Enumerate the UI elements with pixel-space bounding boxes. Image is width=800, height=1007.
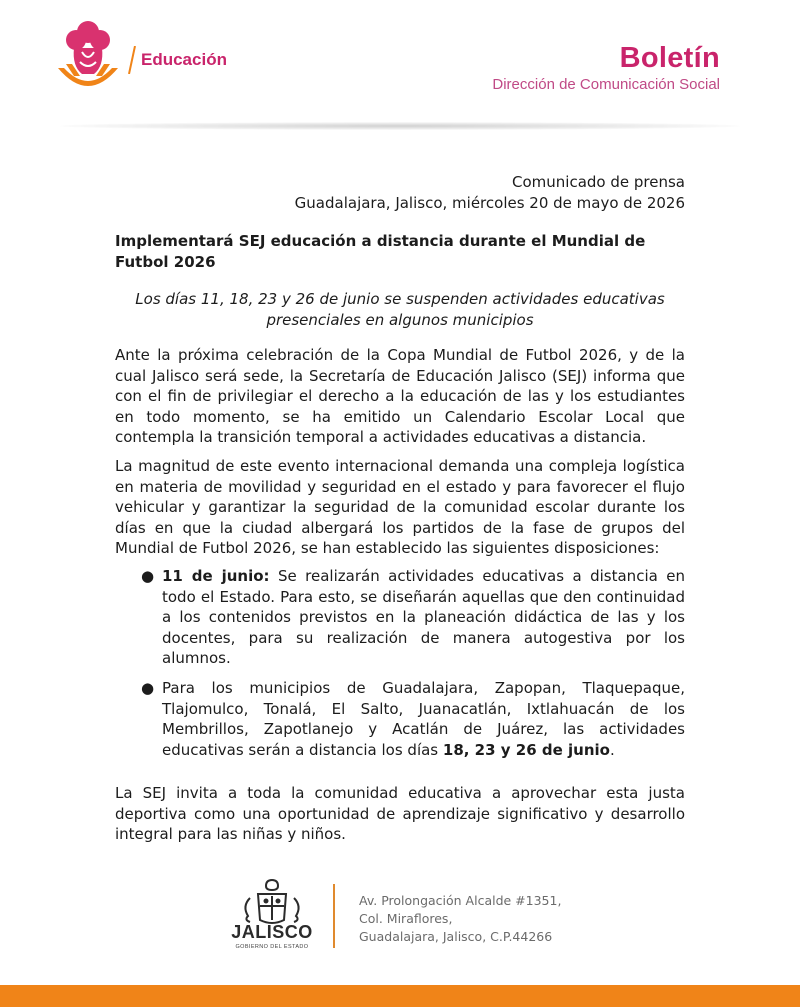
- press-subtitle: Los días 11, 18, 23 y 26 de junio se suspenden actividades educativas presenciales en algunos municipios: [135, 290, 665, 329]
- bullet-text: Se realizarán actividades educativas a distancia en todo el Estado. Para esto, se diseñarán aquellas que den continuidad a los contenidos previstos en la planeación didáctica de las y los docentes, para su realización de manera autogestiva por los alumnos.: [162, 567, 685, 667]
- bullet-list-first: [115, 566, 685, 669]
- paragraph-logistics: La magnitud de este evento internacional demanda una compleja logística en materia de movilidad y seguridad en el estado y para favorecer el flujo vehicular y garantizar la seguridad de la comunidad escolar durante los días en que la ciudad albergará los partidos de la fase de grupos del Mundial de Futbol 2026, se han establecido las siguientes disposiciones:: [115, 457, 685, 557]
- bulletin-title: Boletín: [619, 42, 720, 74]
- education-logo-icon: [52, 18, 124, 98]
- address-line: Guadalajara, Jalisco, C.P.44266: [359, 929, 553, 944]
- letterhead-header: [0, 0, 800, 128]
- bullet-list-second: [115, 678, 685, 760]
- slash-divider-icon: [128, 46, 136, 74]
- press-headline: Implementará SEJ educación a distancia durante el Mundial de Futbol 2026: [115, 232, 646, 271]
- paragraph-closing: La SEJ invita a toda la comunidad educativa a aprovechar esta justa deportiva como una oportunidad de aprendizaje significativo y desarrollo integral para las niñas y niños.: [115, 784, 685, 843]
- press-type-line: Comunicado de prensa: [512, 173, 685, 191]
- footer-divider: [333, 884, 335, 948]
- footer-color-bar: [0, 985, 800, 1007]
- address-line: Av. Prolongación Alcalde #1351,: [359, 893, 562, 908]
- bullet-bold-lead: 11 de junio:: [162, 567, 270, 585]
- bullet-icon: ●: [141, 679, 155, 697]
- address-block: [359, 892, 561, 946]
- list-item: [115, 678, 685, 760]
- government-subtitle: GOBIERNO DEL ESTADO: [235, 944, 309, 950]
- bullet-icon: ●: [141, 567, 155, 585]
- jalisco-wordmark: JALISCO: [231, 922, 313, 942]
- header-divider-shadow: [60, 122, 740, 130]
- paragraph-intro: Ante la próxima celebración de la Copa Mundial de Futbol 2026, y de la cual Jalisco será sede, la Secretaría de Educación Jalisco (SEJ) informa que con el fin de privilegiar el derecho a la educación de las y los estudiantes en todo momento, se ha emitido un Calendario Escolar Local que contempla la transición temporal a actividades educativas a distancia.: [115, 346, 685, 446]
- press-release-meta: [115, 172, 685, 213]
- bullet-text: Para los municipios de Guadalajara, Zapopan, Tlaquepaque, Tlajomulco, Tonalá, El Salto, Juanacatlán, Ixtlahuacán de los Membrillos, Zapotlanejo y Acatlán de Juárez, las actividades educativas serán a distancia los días: [162, 679, 685, 759]
- place-date-line: Guadalajara, Jalisco, miércoles 20 de mayo de 2026: [294, 193, 685, 212]
- list-item: [115, 566, 685, 669]
- address-line: Col. Miraflores,: [359, 911, 453, 926]
- bulletin-subtitle: Dirección de Comunicación Social: [492, 76, 720, 93]
- bullet-bold-tail: 18, 23 y 26 de junio: [442, 740, 610, 759]
- bullet-end: .: [609, 740, 615, 759]
- brand-label: Educación: [141, 50, 227, 69]
